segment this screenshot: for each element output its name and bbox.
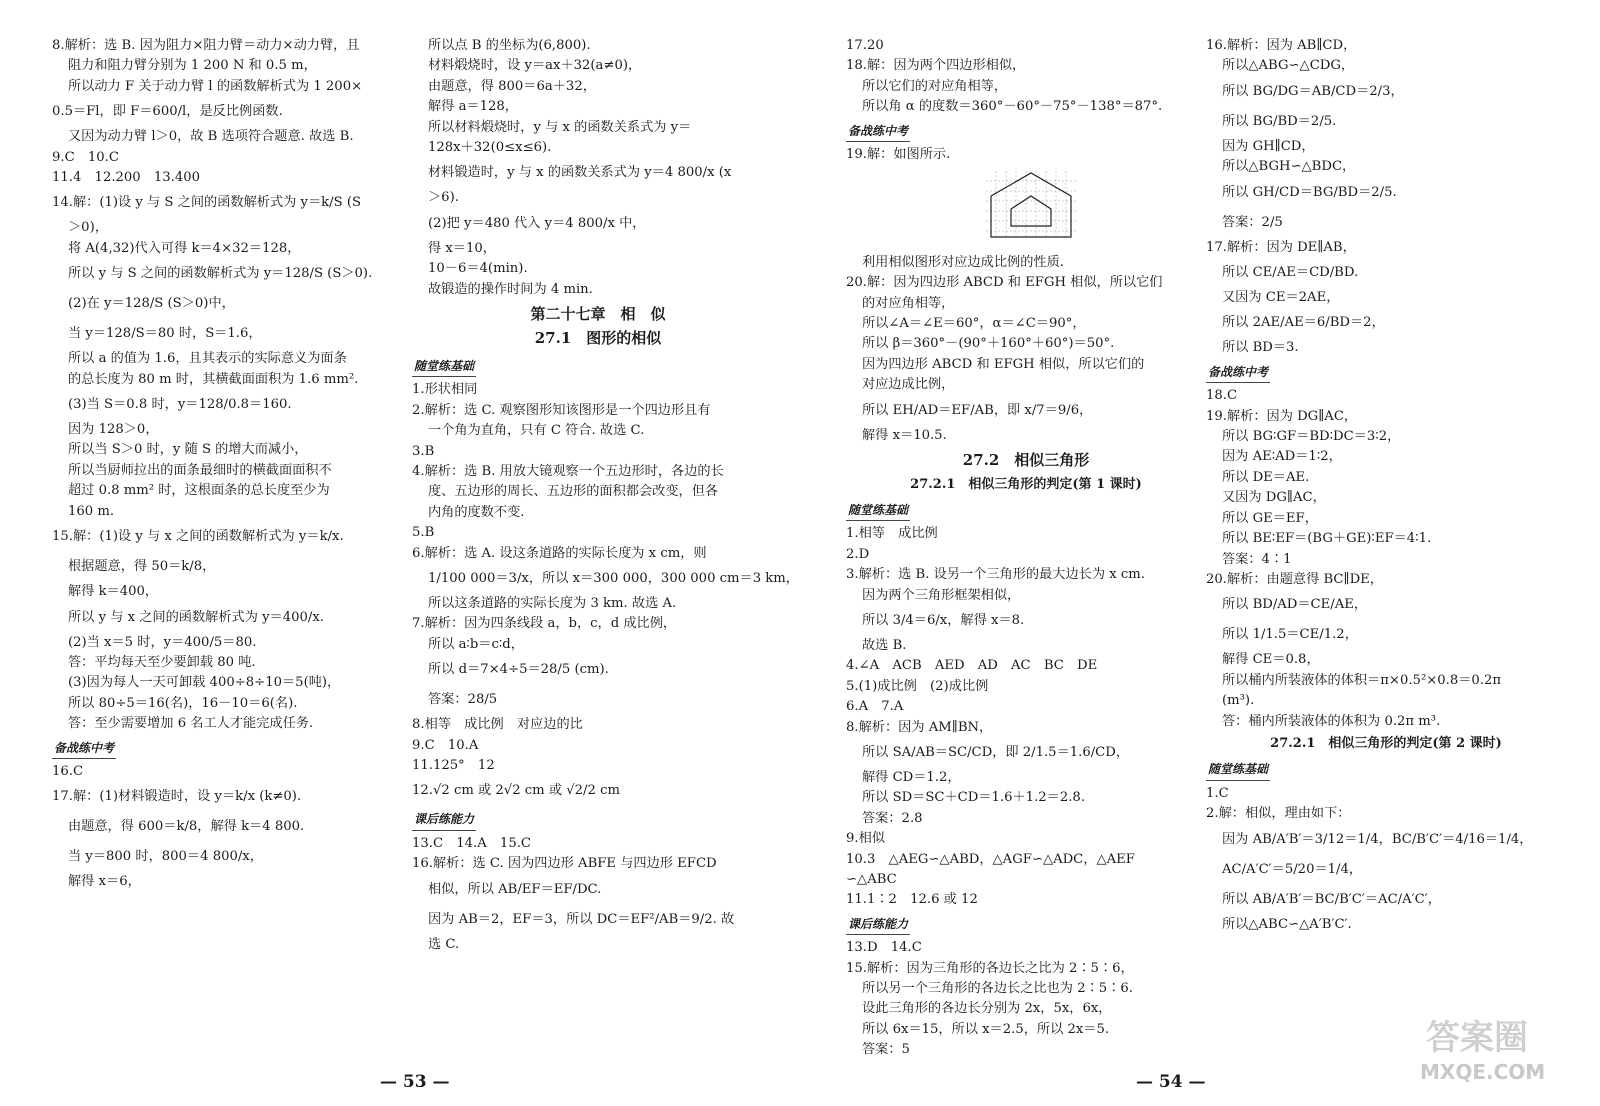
- text-line: 0.5＝Fl，即 F＝600/l，是反比例函数.: [52, 104, 283, 120]
- house-grid-figure: [986, 171, 1076, 239]
- text-line: 3.B: [412, 443, 435, 459]
- text-line: 10－6＝4(min).: [428, 261, 528, 277]
- text-line: 根据题意，得 50＝k/8，: [68, 559, 216, 575]
- text-line: 答：平均每天至少要卸载 80 吨.: [68, 654, 256, 670]
- text-line: 4.∠A ACB AED AD AC BC DE: [846, 658, 1098, 674]
- text-line: 所以它们的对应角相等，: [862, 78, 1008, 94]
- text-line: 所以△BGH∽△BDC，: [1222, 159, 1356, 175]
- section-tag: 随堂练基础: [846, 500, 910, 521]
- text-line: 9.C 10.C: [52, 149, 119, 165]
- chapter-title: 第二十七章 相 似: [530, 305, 666, 324]
- text-line: 因为 AB＝2，EF＝3，所以 DC＝EF²/AB＝9/2. 故: [428, 911, 735, 927]
- text-line: 11.4 12.200 13.400: [52, 170, 201, 186]
- text-line: 16.解析：因为 AB∥CD，: [1206, 38, 1357, 53]
- text-line: 15.解：(1)设 y 与 x 之间的函数解析式为 y＝k/x.: [52, 529, 344, 545]
- text-line: 材料煅烧时，设 y＝ax＋32(a≠0)，: [428, 58, 642, 74]
- text-line: 又因为动力臂 l＞0，故 B 选项符合题意. 故选 B.: [68, 129, 354, 145]
- text-line: 所以△ABG∽△CDG，: [1222, 58, 1355, 74]
- text-line: 解得 x＝6，: [68, 874, 141, 890]
- text-line: 所以 AB/A′B′＝BC/B′C′＝AC/A′C′，: [1222, 891, 1441, 907]
- text-line: 所以 SA/AB＝SC/CD，即 2/1.5＝1.6/CD，: [862, 744, 1130, 760]
- text-line: 由题意，得 800＝6a＋32，: [428, 78, 596, 94]
- text-line: 因为 GH∥CD，: [1222, 138, 1315, 154]
- text-line: 度、五边形的周长、五边形的面积都会改变，但各: [428, 484, 719, 500]
- text-line: 所以 BG/BD＝2/5.: [1222, 113, 1337, 129]
- column-2: [412, 36, 799, 955]
- text-line: 18.C: [1206, 388, 1238, 404]
- text-line: 6.A 7.A: [846, 699, 904, 715]
- text-line: 解得 CE＝0.8，: [1222, 652, 1320, 668]
- text-line: 解得 k＝400，: [68, 584, 159, 600]
- text-line: 由题意，得 600＝k/8，解得 k＝4 800.: [68, 819, 305, 835]
- text-line: 所以 BE∶EF＝(BG＋GE)∶EF＝4∶1.: [1222, 531, 1432, 547]
- text-line: 所以这条道路的实际长度为 3 km. 故选 A.: [428, 595, 677, 611]
- text-line: (3)因为每人一天可卸载 400÷8÷10＝5(吨)，: [68, 675, 341, 691]
- text-line: 所以 BG∶GF＝BD∶DC＝3∶2，: [1222, 429, 1401, 445]
- text-line: 选 C.: [428, 936, 460, 952]
- text-line: 所以 SD＝SC＋CD＝1.6＋1.2＝2.8.: [862, 790, 1086, 806]
- subsection-title: 27.2.1 相似三角形的判定(第 2 课时): [1270, 735, 1502, 751]
- text-line: 2.解析：选 C. 观察图形知该图形是一个四边形且有: [412, 402, 711, 418]
- text-line: 答案：2/5: [1222, 214, 1283, 230]
- subsection-title: 27.2.1 相似三角形的判定(第 1 课时): [910, 476, 1142, 492]
- text-line: 8.解析：因为 AM∥BN，: [846, 719, 993, 735]
- column-1: [52, 36, 412, 893]
- text-line: 所以 y 与 S 之间的函数解析式为 y＝128/S (S＞0).: [68, 266, 373, 282]
- text-line: 答案：2.8: [862, 810, 923, 826]
- text-line: 所以另一个三角形的各边长之比也为 2∶5∶6.: [862, 981, 1133, 997]
- page-number-right: — 54 —: [1136, 1072, 1206, 1092]
- text-line: 内角的度数不变.: [428, 504, 525, 520]
- watermark-logo: 答案圈: [1426, 1018, 1528, 1058]
- text-line: 7.解析：因为四条线段 a，b，c，d 成比例，: [412, 616, 677, 632]
- text-line: 答案：4∶1: [1222, 551, 1292, 567]
- text-line: 又因为 CE＝2AE，: [1222, 290, 1340, 306]
- text-line: 所以 y 与 x 之间的函数解析式为 y＝400/x.: [68, 609, 324, 625]
- section-tag: 随堂练基础: [1206, 759, 1270, 780]
- text-line: 4.解析：选 B. 用放大镜观察一个五边形时，各边的长: [412, 463, 724, 479]
- text-line: 所以 β＝360°－(90°＋160°＋60°)＝50°.: [862, 336, 1115, 352]
- text-line: 所以 6x＝15，所以 x＝2.5，所以 2x＝5.: [862, 1021, 1110, 1037]
- section-tag: 随堂练基础: [412, 356, 476, 377]
- text-line: 因为 128＞0，: [68, 422, 159, 438]
- text-line: 11.1∶2 12.6 或 12: [846, 892, 978, 908]
- text-line: 所以 a∶b＝c∶d，: [428, 636, 524, 652]
- text-line: 答案：28/5: [428, 692, 498, 708]
- text-line: 阻力和阻力臂分别为 1 200 N 和 0.5 m，: [68, 58, 317, 74]
- watermark: [1420, 1010, 1570, 1090]
- text-line: ＞6).: [428, 190, 459, 206]
- text-line: 9.C 10.A: [412, 737, 479, 753]
- text-line: 所以 d＝7×4÷5＝28/5 (cm).: [428, 662, 609, 678]
- text-line: 20.解析：由题意得 BC∥DE，: [1206, 571, 1383, 587]
- text-line: 160 m.: [68, 503, 115, 519]
- text-line: 答：至少需要增加 6 名工人才能完成任务.: [68, 716, 314, 732]
- text-line: 5.B: [412, 525, 435, 541]
- text-line: 5.(1)成比例 (2)成比例: [846, 678, 989, 694]
- text-line: 因为 AE∶AD＝1∶2，: [1222, 449, 1342, 465]
- section-tag: 课后练能力: [846, 914, 910, 935]
- text-line: 13.D 14.C: [846, 940, 922, 956]
- page-number-left: — 53 —: [380, 1072, 450, 1092]
- text-line: 13.C 14.A 15.C: [412, 835, 531, 851]
- text-line: 所以当厨师拉出的面条最细时的横截面面积不: [68, 462, 332, 478]
- text-line: 2.解：相似，理由如下：: [1206, 806, 1351, 822]
- text-line: 因为两个三角形框架相似，: [862, 587, 1021, 603]
- text-line: 所以材料煅烧时，y 与 x 的函数关系式为 y＝: [428, 119, 692, 135]
- text-line: 19.解析：因为 DG∥AC，: [1206, 408, 1358, 424]
- text-line: 1.相等 成比例: [846, 526, 938, 542]
- text-line: 所以当 S＞0 时，y 随 S 的增大而减小，: [68, 442, 308, 458]
- text-line: 对应边成比例，: [862, 377, 955, 393]
- text-line: 3.解析：选 B. 设另一个三角形的最大边长为 x cm.: [846, 567, 1145, 583]
- text-line: 10.3 △AEG∽△ABD，△AGF∽△ADC，△AEF: [846, 851, 1135, 867]
- text-line: 12.√2 cm 或 2√2 cm 或 √2/2 cm: [412, 783, 620, 799]
- text-line: 当 y＝800 时，800＝4 800/x，: [68, 849, 263, 865]
- text-line: 因为四边形 ABCD 和 EFGH 相似，所以它们的: [862, 356, 1145, 372]
- section-title: 27.2 相似三角形: [962, 451, 1090, 470]
- text-line: 答案：5: [862, 1042, 910, 1058]
- text-line: (2)把 y＝480 代入 y＝4 800/x 中，: [428, 215, 646, 231]
- text-line: 当 y＝128/S＝80 时，S＝1.6，: [68, 326, 262, 342]
- text-line: (2)在 y＝128/S (S＞0)中，: [68, 296, 235, 312]
- text-line: 超过 0.8 mm² 时，这根面条的总长度至少为: [68, 483, 330, 499]
- text-line: 1.C: [1206, 785, 1229, 801]
- text-line: AC/A′C′＝5/20＝1/4，: [1222, 861, 1363, 877]
- text-line: 所以 3/4＝6/x，解得 x＝8.: [862, 612, 1025, 628]
- text-line: 17.解析：因为 DE∥AB，: [1206, 239, 1356, 255]
- text-line: 20.解：因为四边形 ABCD 和 EFGH 相似，所以它们: [846, 275, 1163, 291]
- text-line: (2)当 x＝5 时，y＝400/5＝80.: [68, 634, 257, 650]
- text-line: 的总长度为 80 m 时，其横截面面积为 1.6 mm².: [68, 371, 359, 387]
- text-line: 6.解析：选 A. 设这条道路的实际长度为 x cm，则: [412, 545, 707, 561]
- section-tag: 课后练能力: [412, 809, 476, 830]
- text-line: 所以 CE/AE＝CD/BD.: [1222, 265, 1359, 281]
- text-line: 所以桶内所装液体的体积＝π×0.5²×0.8＝0.2π: [1222, 672, 1502, 688]
- text-line: 所以 GE＝EF，: [1222, 510, 1318, 526]
- text-line: 所以 a 的值为 1.6，且其表示的实际意义为面条: [68, 351, 347, 367]
- text-line: 故选 B.: [862, 637, 907, 653]
- section-tag: 备战练中考: [1206, 362, 1270, 383]
- text-line: 所以△ABC∽△A′B′C′.: [1222, 916, 1352, 932]
- text-line: 一个角为直角，只有 C 符合. 故选 C.: [428, 423, 645, 439]
- section-tag: 备战练中考: [52, 738, 116, 759]
- text-line: 所以 1/1.5＝CE/1.2，: [1222, 627, 1358, 643]
- text-line: ∽△ABC: [846, 872, 897, 887]
- text-line: 19.解：如图所示.: [846, 147, 951, 163]
- text-line: 又因为 DG∥AC，: [1222, 490, 1326, 506]
- section-tag: 备战练中考: [846, 121, 910, 142]
- text-line: 17.解：(1)材料锻造时，设 y＝k/x (k≠0).: [52, 789, 302, 805]
- section-title: 27.1 图形的相似: [534, 329, 662, 348]
- text-line: 因为 AB/A′B′＝3/12＝1/4，BC/B′C′＝4/16＝1/4，: [1222, 831, 1533, 847]
- text-line: 128x＋32(0≤x≤6).: [428, 140, 552, 156]
- text-line: 所以 80÷5＝16(名)，16－10＝6(名).: [68, 695, 298, 711]
- text-line: 答：桶内所装液体的体积为 0.2π m³.: [1222, 713, 1441, 729]
- text-line: 所以动力 F 关于动力臂 l 的函数解析式为 1 200×: [68, 78, 363, 94]
- text-line: 所以点 B 的坐标为(6,800).: [428, 38, 591, 53]
- text-line: 2.D: [846, 546, 870, 562]
- text-line: 所以 BG/DG＝AB/CD＝2/3，: [1222, 83, 1404, 99]
- text-line: 设此三角形的各边长分别为 2x，5x，6x，: [862, 1001, 1112, 1017]
- text-line: 得 x＝10，: [428, 240, 496, 256]
- text-line: (m³).: [1222, 693, 1255, 709]
- text-line: 将 A(4,32)代入可得 k＝4×32＝128，: [68, 240, 301, 256]
- text-line: 利用相似图形对应边成比例的性质.: [862, 254, 1065, 270]
- text-line: 材料锻造时，y 与 x 的函数关系式为 y＝4 800/x (x: [428, 165, 732, 181]
- text-line: 相似，所以 AB/EF＝EF/DC.: [428, 881, 602, 897]
- text-line: (3)当 S＝0.8 时，y＝128/0.8＝160.: [68, 397, 292, 413]
- text-line: 17.20: [846, 38, 884, 53]
- text-line: 解得 x＝10.5.: [862, 427, 947, 443]
- text-line: ＞0)，: [68, 220, 108, 236]
- text-line: 所以 BD＝3.: [1222, 340, 1299, 356]
- watermark-text: MXQE.COM: [1420, 1060, 1546, 1084]
- text-line: 16.C: [52, 763, 84, 779]
- text-line: 所以∠A＝∠E＝60°，α＝∠C＝90°，: [862, 316, 1086, 332]
- text-line: 1/100 000＝3/x，所以 x＝300 000，300 000 cm＝3 km，: [428, 570, 799, 586]
- text-line: 11.125° 12: [412, 757, 495, 773]
- text-line: 15.解析：因为三角形的各边长之比为 2∶5∶6，: [846, 960, 1134, 976]
- text-line: 所以 2AE/AE＝6/BD＝2，: [1222, 315, 1385, 331]
- column-4: [1206, 36, 1566, 935]
- text-line: 解得 CD＝1.2，: [862, 769, 961, 785]
- text-line: 9.相似: [846, 831, 885, 847]
- text-line: 所以 BD/AD＝CE/AE，: [1222, 597, 1368, 613]
- text-line: 解得 a＝128，: [428, 99, 518, 115]
- text-line: 所以角 α 的度数＝360°－60°－75°－138°＝87°.: [862, 99, 1163, 115]
- text-line: 所以 DE＝AE.: [1222, 469, 1310, 485]
- column-3: [846, 36, 1206, 1061]
- text-line: 8.解析：选 B. 因为阻力×阻力臂＝动力×动力臂，且: [52, 38, 360, 53]
- text-line: 所以 EH/AD＝EF/AB，即 x/7＝9/6，: [862, 402, 1093, 418]
- text-line: 8.相等 成比例 对应边的比: [412, 717, 583, 733]
- text-line: 所以 GH/CD＝BG/BD＝2/5.: [1222, 184, 1397, 200]
- text-line: 18.解：因为两个四边形相似，: [846, 58, 1026, 74]
- text-line: 16.解析：选 C. 因为四边形 ABFE 与四边形 EFCD: [412, 856, 717, 872]
- text-line: 的对应角相等，: [862, 295, 955, 311]
- text-line: 1.形状相同: [412, 382, 478, 398]
- text-line: 故锻造的操作时间为 4 min.: [428, 281, 593, 297]
- text-line: 14.解：(1)设 y 与 S 之间的函数解析式为 y＝k/S (S: [52, 195, 362, 211]
